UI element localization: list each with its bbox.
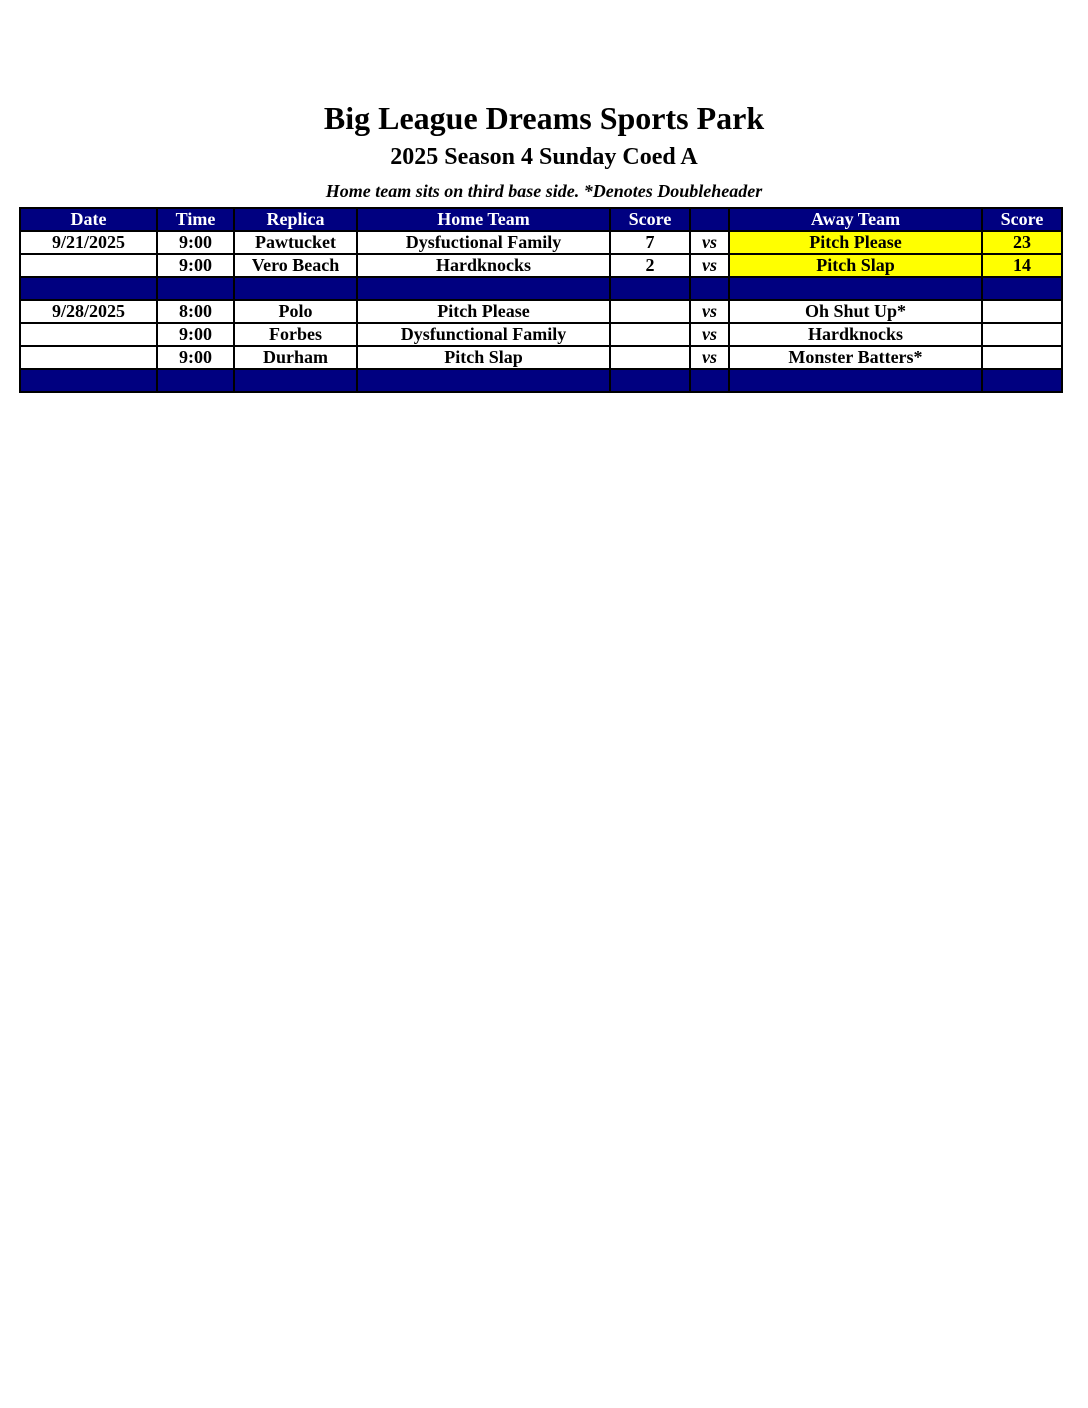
col-header-away-score: Score bbox=[982, 208, 1062, 231]
cell-date: 9/28/2025 bbox=[20, 300, 157, 323]
table-separator-row bbox=[20, 369, 1062, 392]
cell-away-team: Pitch Slap bbox=[729, 254, 982, 277]
cell-replica: Durham bbox=[234, 346, 357, 369]
separator-cell bbox=[357, 369, 610, 392]
cell-home-team: Hardknocks bbox=[357, 254, 610, 277]
separator-cell bbox=[157, 369, 234, 392]
cell-date: 9/21/2025 bbox=[20, 231, 157, 254]
separator-cell bbox=[729, 369, 982, 392]
table-row bbox=[20, 323, 1062, 346]
separator-cell bbox=[982, 277, 1062, 300]
cell-date bbox=[20, 346, 157, 369]
separator-cell bbox=[729, 277, 982, 300]
col-header-away-team: Away Team bbox=[729, 208, 982, 231]
separator-cell bbox=[982, 369, 1062, 392]
separator-cell bbox=[690, 277, 729, 300]
cell-home-score: 7 bbox=[610, 231, 690, 254]
cell-replica: Polo bbox=[234, 300, 357, 323]
cell-home-team: Pitch Slap bbox=[357, 346, 610, 369]
col-header-time: Time bbox=[157, 208, 234, 231]
cell-time: 9:00 bbox=[157, 323, 234, 346]
cell-date bbox=[20, 323, 157, 346]
cell-vs: vs bbox=[690, 300, 729, 323]
separator-cell bbox=[690, 369, 729, 392]
cell-away-score: 14 bbox=[982, 254, 1062, 277]
cell-home-team: Dysfuctional Family bbox=[357, 231, 610, 254]
cell-home-team: Pitch Please bbox=[357, 300, 610, 323]
page-title: Big League Dreams Sports Park bbox=[323, 100, 765, 136]
cell-away-score bbox=[982, 323, 1062, 346]
cell-date bbox=[20, 254, 157, 277]
cell-away-score bbox=[982, 300, 1062, 323]
cell-away-team: Pitch Please bbox=[729, 231, 982, 254]
col-header-home-score: Score bbox=[610, 208, 690, 231]
col-header-date: Date bbox=[20, 208, 157, 231]
cell-home-score: 2 bbox=[610, 254, 690, 277]
table-row bbox=[20, 254, 1062, 277]
cell-home-team: Dysfunctional Family bbox=[357, 323, 610, 346]
schedule-table bbox=[19, 207, 1063, 393]
page-subtitle: 2025 Season 4 Sunday Coed A bbox=[390, 144, 698, 170]
cell-time: 8:00 bbox=[157, 300, 234, 323]
cell-vs: vs bbox=[690, 231, 729, 254]
cell-vs: vs bbox=[690, 323, 729, 346]
cell-vs: vs bbox=[690, 254, 729, 277]
cell-away-score bbox=[982, 346, 1062, 369]
cell-away-score: 23 bbox=[982, 231, 1062, 254]
separator-cell bbox=[234, 277, 357, 300]
col-header-home-team: Home Team bbox=[357, 208, 610, 231]
cell-vs: vs bbox=[690, 346, 729, 369]
cell-time: 9:00 bbox=[157, 254, 234, 277]
cell-home-score bbox=[610, 300, 690, 323]
table-row bbox=[20, 346, 1062, 369]
separator-cell bbox=[610, 369, 690, 392]
schedule-note: Home team sits on third base side. *Denotes Doubleheader bbox=[325, 181, 763, 201]
cell-away-team: Hardknocks bbox=[729, 323, 982, 346]
col-header-replica: Replica bbox=[234, 208, 357, 231]
cell-replica: Forbes bbox=[234, 323, 357, 346]
table-separator-row bbox=[20, 277, 1062, 300]
cell-replica: Vero Beach bbox=[234, 254, 357, 277]
table-row bbox=[20, 231, 1062, 254]
cell-time: 9:00 bbox=[157, 231, 234, 254]
col-header-vs bbox=[690, 208, 729, 231]
cell-home-score bbox=[610, 323, 690, 346]
table-header-row bbox=[20, 208, 1062, 231]
table-row bbox=[20, 300, 1062, 323]
separator-cell bbox=[357, 277, 610, 300]
separator-cell bbox=[20, 369, 157, 392]
cell-replica: Pawtucket bbox=[234, 231, 357, 254]
separator-cell bbox=[157, 277, 234, 300]
separator-cell bbox=[20, 277, 157, 300]
schedule-body bbox=[20, 231, 1062, 392]
cell-time: 9:00 bbox=[157, 346, 234, 369]
cell-away-team: Oh Shut Up* bbox=[729, 300, 982, 323]
cell-away-team: Monster Batters* bbox=[729, 346, 982, 369]
separator-cell bbox=[234, 369, 357, 392]
separator-cell bbox=[610, 277, 690, 300]
cell-home-score bbox=[610, 346, 690, 369]
